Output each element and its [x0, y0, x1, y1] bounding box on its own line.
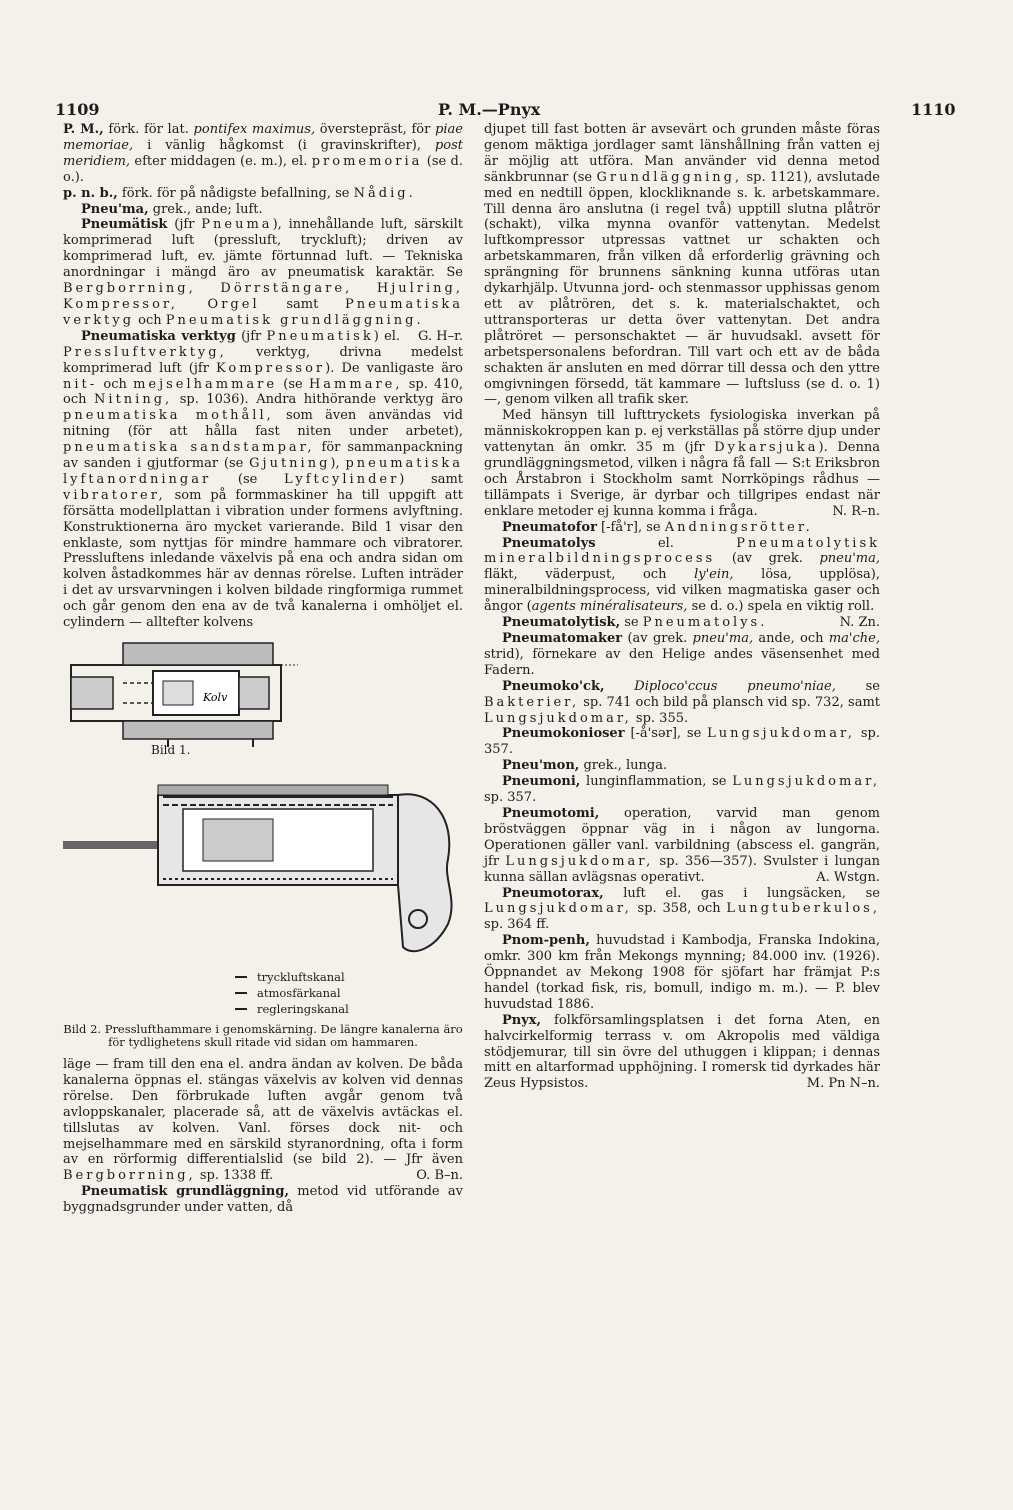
left-column	[63, 122, 463, 1216]
entry-pneuma: Pneu'ma, grek., ande; luft.	[81, 201, 263, 217]
entry-pneumatisk: Pneumätisk (jfr Pneuma), innehållande luft, särskilt komprimerad luft (pressluft, tryckluft); driven av komprimerad luft, ev. jämte förtunnad luft. — Tekniska anordningar i mängd äro av pneumatisk karaktär. Se Bergborrning, Dörrstängare, Hjulring, Kompressor, Orgel samt Pneumatiska verktyg och Pneumatisk grundläggning. G. H–r.	[63, 217, 463, 344]
pneumatic-hammer-section	[63, 769, 463, 964]
entry-pneumatomaker: Pneumatomaker (av grek. pneu'ma, ande, och ma'che, strid), förnekare av den Helige andes väsensenhet med Fadern.	[484, 631, 880, 678]
hammer-cylinder-diagram	[63, 637, 298, 747]
running-header: P. M.—Pnyx	[438, 100, 541, 119]
entry-grundlaggning-p2: Med hänsyn till lufttryckets fysiologiska inverkan på människokroppen kan p. ej verkställas på större djup under vattenytan än omkr. 35 m (jfr Dykarsjuka). Denna grundläggningsmetod, vilken i några få fall — S:t Eriksbron och Årstabron i Stockholm samt Norrköpings rådhus — tillämpats i Sverige, är dyrbar och tillgripes endast när enklare metoder ej kunna komma i fråga. N. R–n.	[484, 408, 880, 519]
signature: N. Zn.	[839, 615, 880, 631]
entry-grundlaggning-cont: djupet till fast botten är avsevärt och grunden måste föras genom mäktiga jordlager samt länshållning från vatten ej är möjlig att utföra. Man använder vid denna metod sänkbrunnar (se Grundläggning, sp. 1121), avslutade med en nedtill öppen, klockliknande s. k. arbetskammare. Till denna äro anslutna (i regel två) upptill slutna plåtrör (schakt), vilka mynna ovanför vattenytan. Medelst luftkompressor utpressas vattnet ur schakten och arbetskammaren, från vilken då erforderlig grävning och sprängning för brunnens sänkning kunna utföras utan dykarhjälp. Utvunna jord- och stenmassor upphissas genom ett av plåtrören, det s. k. materialschaktet, och uttransporteras ur detta över vattenytan. Det andra plåtröret — personschaktet — är huvudsakl. avsett för arbetspersonalens befordran. Till vart och ett av de båda schakten är ansluten en med dörrar till dessa och den yttre omgivningen försedd, tät kammare — luftsluss (se d. o. 1) —, genom vilken all trafik sker.	[484, 122, 880, 408]
entry-pneumatolys: Pneumatolys el. Pneumatolytisk mineralbildningsprocess (av grek. pneu'ma, fläkt, väderpust, och ly'ein, lösa, upplösa), mineralbildningsprocess, vid vilken magmatiska gaser och ångor (agents minéralisateurs, se d. o.) spela en viktig roll. N. Zn.	[484, 535, 880, 631]
page-number-right: 1110	[911, 100, 956, 119]
entry-pnyx: Pnyx, folkförsamlingsplatsen i det forna Aten, en halvcirkelformig terrass v. om Akropolis med väldiga stödjemurar, till sin övre del uthuggen i klippan; i dennas mitt en altarformad upphöjning. I romersk tid dyrkades här Zeus Hypsistos. M. Pn N–n.	[484, 1012, 880, 1092]
right-column	[484, 122, 880, 1092]
signature: N. R–n.	[832, 503, 880, 519]
signature: O. B–n.	[416, 1168, 463, 1184]
legend-item: atmosfärkanal	[235, 985, 349, 1001]
figure-1	[63, 633, 298, 765]
legend-item: regleringskanal	[235, 1001, 349, 1017]
figure-2-caption: Bild 2. Presslufthammare i genomskärning. De längre kanalerna äro för tydlighetens skull ritade vid sidan om hammaren.	[63, 1022, 463, 1049]
signature: A. Wstgn.	[816, 869, 880, 885]
legend-item: tryckluftskanal	[235, 969, 349, 985]
figure-1-caption: Bild 1.	[151, 743, 191, 757]
piston-label: Kolv	[203, 691, 228, 704]
entry-pneumokonioser: Pneumokonioser [-å'sər], se Lungsjukdomar, sp. 357.	[484, 726, 880, 758]
entry-pneumokock: Pneumoko'ck, Diploco'ccus pneumo'niae, se Bakterier, sp. 741 och bild på plansch vid sp. 732, samt Lungsjukdomar, sp. 355.	[484, 678, 880, 726]
entry-pneumoni: Pneumoni, lunginflammation, se Lungsjukdomar, sp. 357.	[484, 774, 880, 806]
figure-1-block	[63, 633, 463, 765]
entry-pneumatisk-grundlaggning: Pneumatisk grundläggning, metod vid utförande av byggnadsgrunder under vatten, då	[63, 1184, 463, 1216]
entry-pneumotorax: Pneumotorax, luft el. gas i lungsäcken, se Lungsjukdomar, sp. 358, och Lungtuberkulos, sp. 364 ff.	[484, 885, 880, 933]
entry-continuation: läge — fram till den ena el. andra ändan av kolven. De båda kanalerna öppnas el. stängas växelvis av kolven vid dennas rörelse. Den förbrukade luften avgår genom två avloppskanaler, placerade så, att de växelvis avtäckas el. tillslutas av kolven. Vanl. förses dock nit- och mejselhammare med en särskild styranordning, ofta i form av en rörformig differentialslid (se bild 2). — Jfr även Bergborrning, sp. 1338 ff. O. B–n.	[63, 1057, 463, 1184]
entry-pneumatiska-verktyg: Pneumatiska verktyg (jfr Pneumatisk) el. Pressluftverktyg, verktyg, drivna medelst komprimerad luft (jfr Kompressor). De vanligaste äro nit- och mejselhammare (se Hammare, sp. 410, och Nitning, sp. 1036). Andra hithörande verktyg äro pneumatiska mothåll, som även användas vid nitning (för att hålla fast niten under arbetet), pneumatiska sandstampar, för sammanpackning av sanden i gjutformar (se Gjutning), pneumatiska lyftanordningar (se Lyftcylinder) samt vibratorer, som på formmaskiner ha till uppgift att försätta modellplattan i vibration under formens avlyftning. Konstruktionerna äro mycket varierande. Bild 1 visar den enklaste, som nyttjas för mindre hammare och vibratorer. Pressluftens inledande växelvis på ena och andra sidan om kolven åstadkommes här av dennas rörelse. Luften inträder i det av ursvarvningen i kolven bildade ringformiga rummet och går genom den ena av de två kanalerna i omhöljet el. cylindern — alltefter kolvens	[63, 328, 463, 631]
signature: G. H–r.	[418, 328, 463, 344]
entry-pnb: p. n. b., förk. för på nådigste befallning, se Nådig.	[63, 185, 416, 201]
entry-pneumatofor: Pneumatofor [-få'r], se Andningsrötter.	[502, 519, 813, 535]
signature: M. Pn N–n.	[806, 1076, 880, 1092]
entry-pnom-penh: Pnom-penh, huvudstad i Kambodja, Franska Indokina, omkr. 300 km från Mekongs mynning; 84.000 inv. (1926). Öppnandet av Mekong 1908 för sjöfart har främjat P:s handel (torkad fisk, ris, bomull, indigo m. m.). — P. blev huvudstad 1886.	[484, 933, 880, 1012]
figure-2-legend	[235, 969, 349, 1017]
entry-pm: P. M., förk. för lat. pontifex maximus, överstepräst, för piae memoriae, i vänlig hågkomst (i gravinskrifter), post meridiem, efter middagen (e. m.), el. promemoria (se d. o.).	[63, 122, 464, 185]
entry-pneumatolytisk: Pneumatolytisk, se Pneumatolys.	[502, 615, 768, 631]
entry-pneumon: Pneu'mon, grek., lunga.	[502, 758, 668, 774]
page-number-left: 1109	[55, 100, 100, 119]
entry-pneumotomi: Pneumotomi, operation, varvid man genom bröstväggen öppnar väg in i någon av lungorna. Operationen gäller vanl. varbildning (abscess el. gangrän, jfr Lungsjukdomar, sp. 356—357). Svulster i lungan kunna sällan avlägsnas operativt. A. Wstgn.	[484, 805, 880, 885]
figure-2	[63, 769, 463, 1019]
